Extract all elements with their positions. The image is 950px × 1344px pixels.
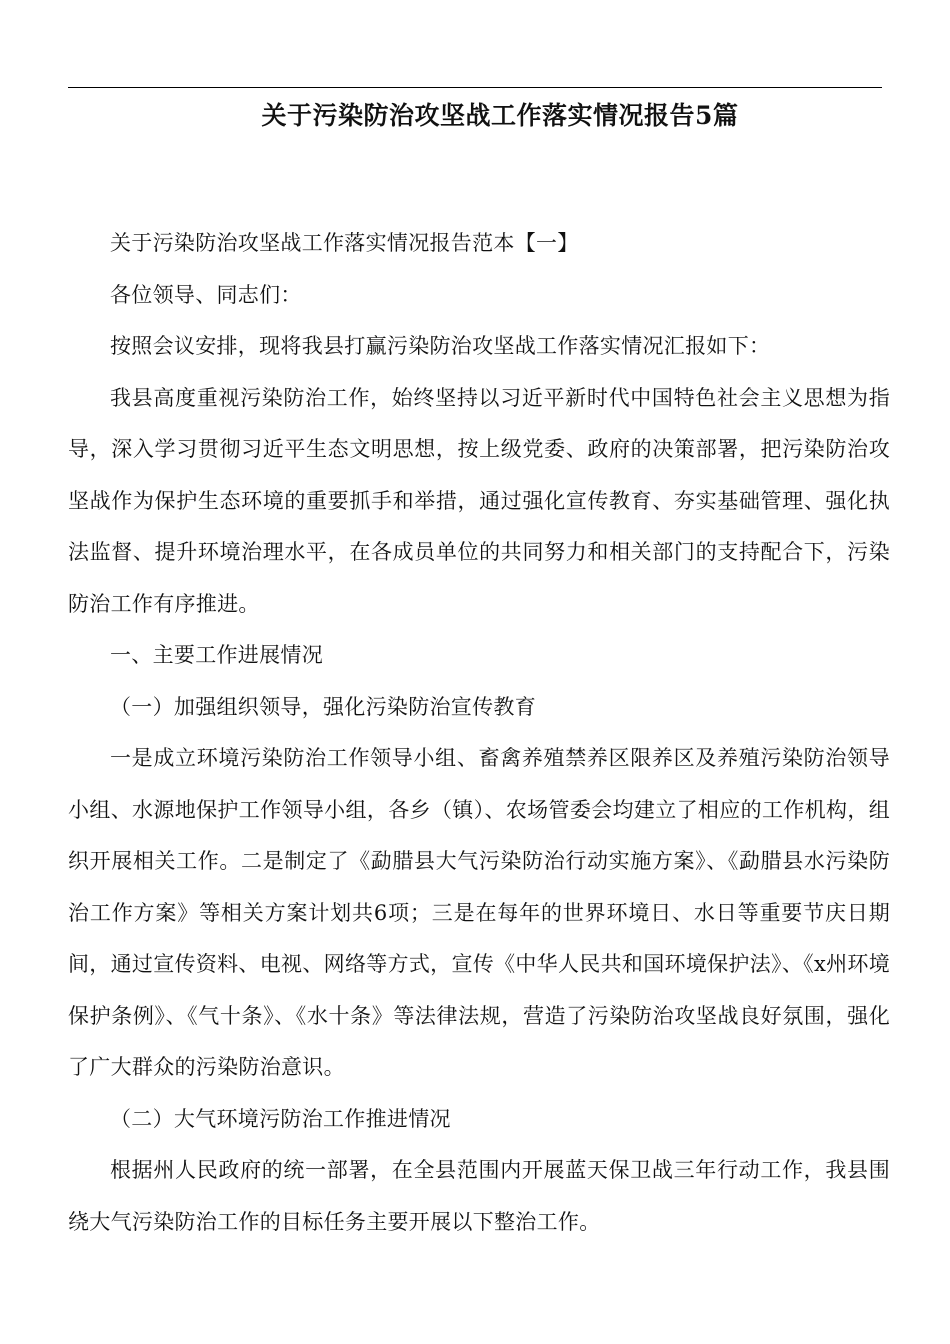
top-rule — [68, 87, 882, 88]
heading-air-pollution: （二）大气环境污防治工作推进情况 — [110, 1106, 451, 1131]
document-title: 关于污染防治攻坚战工作落实情况报告5篇 — [261, 101, 739, 130]
body-paragraph: 一是成立环境污染防治工作领导小组、畜禽养殖禁养区限养区及养殖污染防治领导小组、水源地保护工作领导小组，各乡（镇）、农场管委会均建立了相应的工作机构，组织开展相关工作。二是制定了《勐腊县大气污染防治行动实施方案》、《勐腊县水污染防治工作方案》等相关方案计划共6项；三是在每年的世界环境日、水日等重要节庆日期间，通过宣传资料、电视、网络等方式，宣传《中华人民共和国环境保护法》、《x州环境保护条例》、《气十条》、《水十条》等法律法规，营造了污染防治攻坚战良好氛围，强化了广大群众的污染防治意识。 — [68, 746, 890, 1079]
intro-paragraph: 按照会议安排，现将我县打赢污染防治攻坚战工作落实情况汇报如下： — [110, 334, 771, 358]
body-paragraph: 我县高度重视污染防治工作，始终坚持以习近平新时代中国特色社会主义思想为指导，深入学习贯彻习近平生态文明思想，按上级党委、政府的决策部署，把污染防治攻坚战作为保护生态环境的重要抓手和举措，通过强化宣传教育、夯实基础管理、强化执法监督、提升环境治理水平，在各成员单位的共同努力和相关部门的支持配合下，污染防治工作有序推进。 — [68, 385, 890, 616]
salutation-paragraph: 各位领导、同志们： — [110, 282, 302, 307]
heading-organization: （一）加强组织领导，强化污染防治宣传教育 — [110, 694, 536, 719]
heading-main-progress: 一、主要工作进展情况 — [110, 643, 323, 667]
section-title-paragraph: 关于污染防治攻坚战工作落实情况报告范本【一】 — [110, 231, 579, 255]
body-paragraph: 根据州人民政府的统一部署，在全县范围内开展蓝天保卫战三年行动工作，我县围绕大气污染防治工作的目标任务主要开展以下整治工作。 — [68, 1158, 890, 1234]
document-body — [68, 218, 890, 1248]
